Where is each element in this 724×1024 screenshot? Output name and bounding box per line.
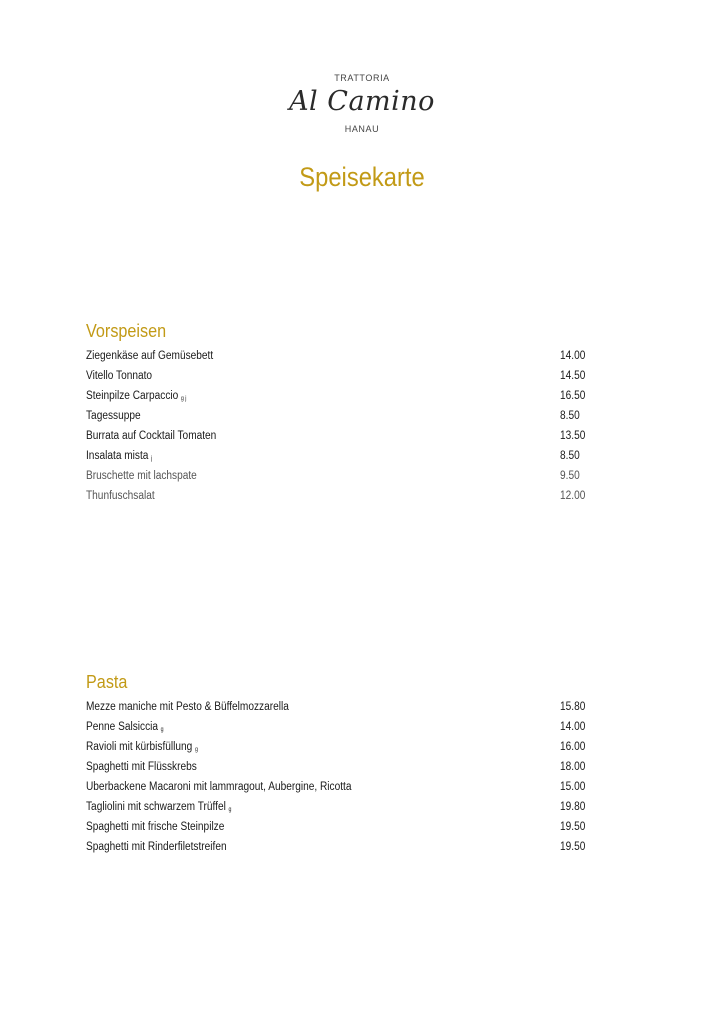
item-name: Spaghetti mit Flüsskrebs (86, 761, 197, 773)
menu-item (86, 837, 596, 857)
item-price: 15.00 (560, 781, 586, 793)
item-name: Ravioli mit kürbisfüllung g (86, 741, 198, 753)
item-name: Penne Salsiccia g (86, 721, 164, 733)
menu-item (86, 426, 596, 446)
menu-item (86, 777, 596, 797)
item-name: Tagessuppe (86, 410, 141, 422)
menu-item (86, 466, 596, 486)
item-name: Ziegenkäse auf Gemüsebett (86, 350, 214, 362)
item-name: Spaghetti mit frische Steinpilze (86, 821, 225, 833)
item-name: Überbackene Macaroni mit lammragout, Aubergine, Ricotta (86, 781, 352, 793)
item-price: 18.00 (560, 761, 586, 773)
allergen-note: g (228, 807, 232, 813)
item-price: 14.00 (560, 350, 586, 362)
allergen-note: g j (180, 396, 187, 402)
item-name: Steinpilze Carpaccio g j (86, 390, 187, 402)
section-vorspeisen (86, 320, 596, 506)
item-name: Mezze maniche mit Pesto & Büffelmozzarella (86, 701, 289, 713)
item-price: 19.80 (560, 801, 586, 813)
menu-item (86, 817, 596, 837)
item-price: 8.50 (560, 450, 580, 462)
menu-item (86, 737, 596, 757)
section-title: Pasta (86, 672, 128, 692)
item-name: Bruschette mit lachspate (86, 470, 197, 482)
allergen-note: j (151, 456, 153, 462)
menu-item (86, 446, 596, 466)
item-price: 16.50 (560, 390, 586, 402)
item-name: Insalata mista j (86, 450, 153, 462)
page-title: Speisekarte (299, 162, 425, 192)
item-price: 15.80 (560, 701, 586, 713)
item-price: 19.50 (560, 841, 586, 853)
logo-trattoria-label: TRATTORIA (334, 73, 390, 83)
item-price: 8.50 (560, 410, 580, 422)
item-price: 16.00 (560, 741, 586, 753)
item-price: 14.50 (560, 370, 586, 382)
item-price: 13.50 (560, 430, 586, 442)
item-name: Burrata auf Cocktail Tomaten (86, 430, 217, 442)
menu-item (86, 386, 596, 406)
item-name: Tagliolini mit schwarzem Trüffel g (86, 801, 232, 813)
item-price: 19.50 (560, 821, 586, 833)
logo-restaurant-name: Al Camino (289, 86, 435, 117)
menu-item (86, 717, 596, 737)
item-price: 9.50 (560, 470, 580, 482)
allergen-note: g (194, 747, 198, 753)
item-name: Thunfuschsalat (86, 490, 155, 502)
logo-location-label: HANAU (344, 124, 380, 134)
item-price: 12.00 (560, 490, 586, 502)
menu-item (86, 757, 596, 777)
item-price: 14.00 (560, 721, 586, 733)
section-pasta (86, 671, 596, 857)
menu-item (86, 346, 596, 366)
allergen-note: g (160, 727, 164, 733)
menu-item (86, 797, 596, 817)
item-name: Spaghetti mit Rinderfiletstreifen (86, 841, 227, 853)
menu-item (86, 486, 596, 506)
menu-item (86, 366, 596, 386)
section-title: Vorspeisen (86, 321, 167, 341)
menu-item (86, 406, 596, 426)
item-name: Vitello Tonnato (86, 370, 153, 382)
menu-item (86, 697, 596, 717)
